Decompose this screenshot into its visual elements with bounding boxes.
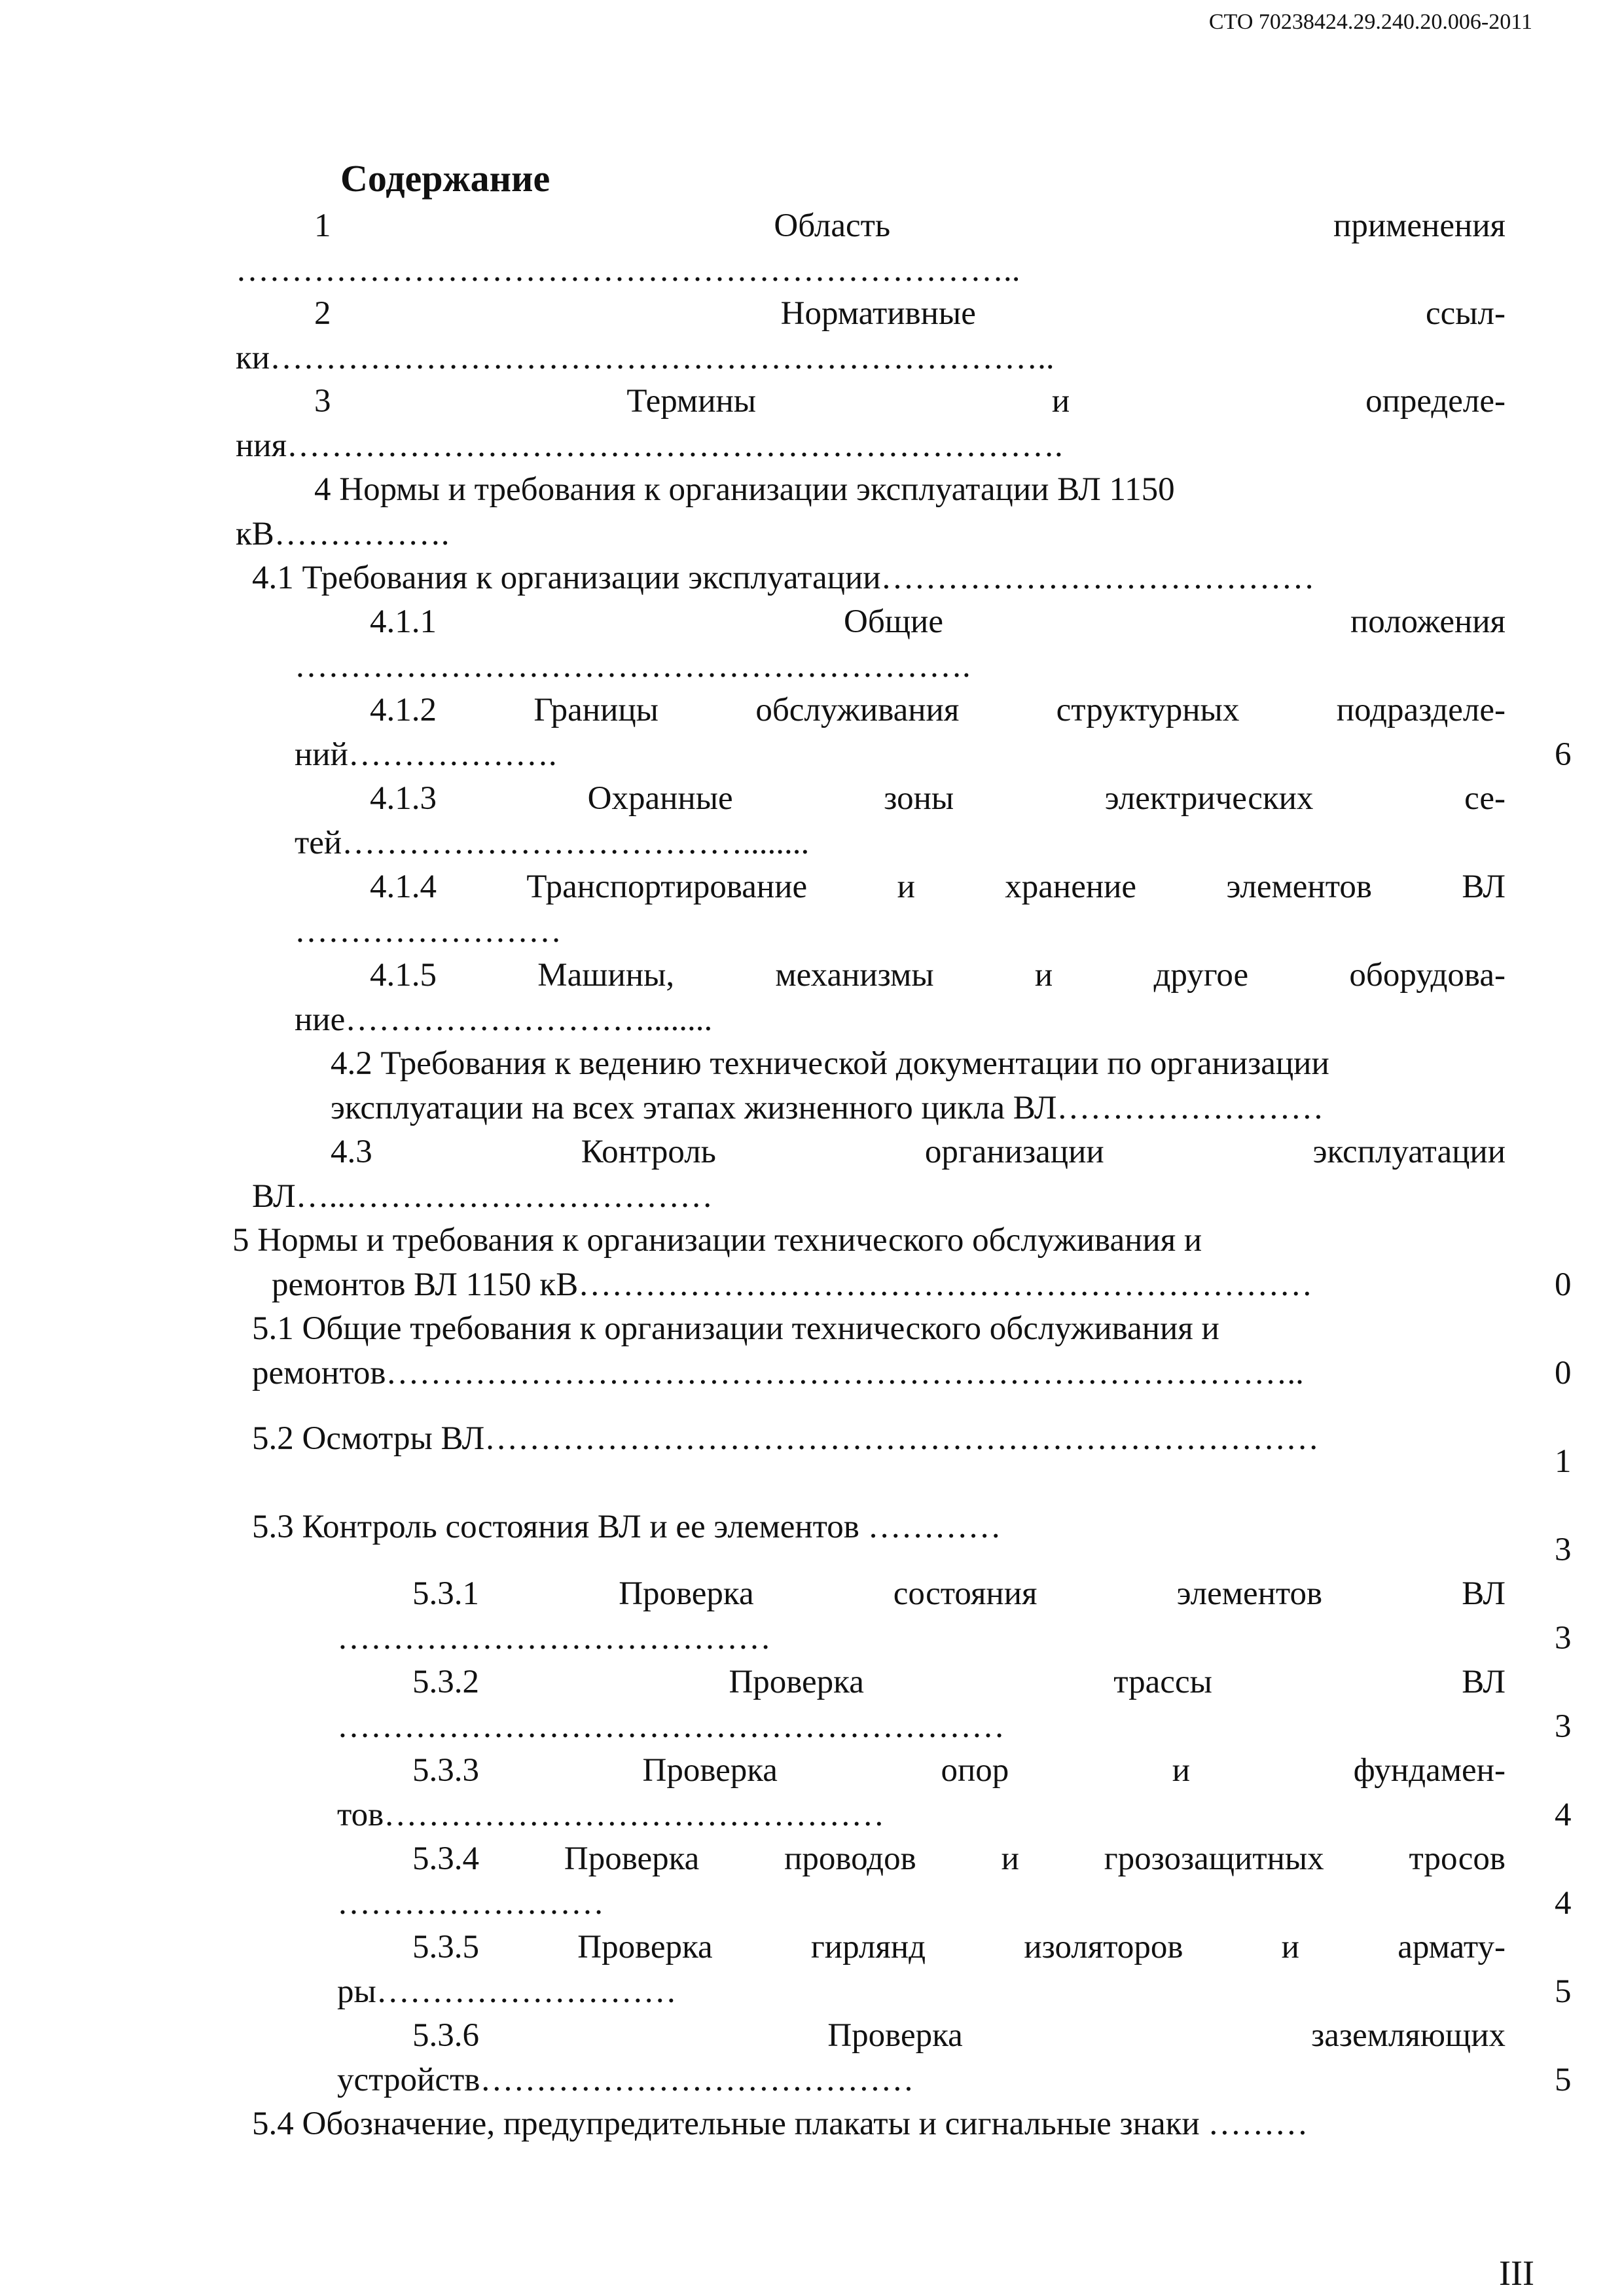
toc-number: 5.3.3 — [412, 1752, 479, 1789]
toc-dot-leader: ……………………………………………………. — [295, 648, 971, 685]
page-number-roman: III — [1499, 2253, 1534, 2293]
toc-item-4-2[interactable]: 4.2 Требования к ведению технической документации по организации — [331, 1045, 1329, 1082]
toc-continuation: тей………………………………........ — [295, 825, 810, 861]
toc-item-4-1[interactable]: 4.1 Требования к организации эксплуатации………………………………… — [252, 560, 1315, 596]
toc-word: Проверка — [642, 1752, 778, 1789]
toc-word: се- — [1464, 780, 1506, 817]
toc-dot-leader: …………………… — [295, 913, 562, 950]
toc-word: Нормативные — [780, 295, 976, 332]
toc-number: 4.1.1 — [370, 603, 437, 640]
toc-dot-leader: …………………………………………………… — [337, 1708, 1005, 1745]
toc-word: Границы — [533, 692, 659, 728]
toc-item-1[interactable] — [314, 204, 1506, 247]
toc-word: ВЛ — [1462, 869, 1506, 905]
toc-word: тросов — [1409, 1840, 1506, 1877]
toc-page-number: 3 — [1555, 1532, 1572, 1568]
toc-page-number: 5 — [1555, 2062, 1572, 2098]
toc-word: структурных — [1056, 692, 1240, 728]
toc-item-5-1[interactable]: 5.1 Общие требования к организации технического обслуживания и — [252, 1310, 1219, 1347]
toc-item-5-3-1[interactable] — [412, 1572, 1506, 1615]
toc-word: другое — [1153, 957, 1249, 994]
toc-continuation: ры……………………… — [337, 1973, 677, 2010]
toc-word: оборудова- — [1349, 957, 1506, 994]
toc-dot-leader: ………………………………… — [337, 1620, 771, 1657]
toc-item-5-4[interactable]: 5.4 Обозначение, предупредительные плакаты и сигнальные знаки ……… — [252, 2106, 1308, 2142]
toc-word: Общие — [843, 603, 943, 640]
toc-number: 4.3 — [331, 1134, 372, 1170]
toc-word: механизмы — [775, 957, 934, 994]
toc-page-number: 3 — [1555, 1620, 1572, 1657]
toc-item-5-3-5[interactable] — [412, 1926, 1506, 1969]
toc-number: 5.3.6 — [412, 2017, 479, 2054]
toc-word: Проверка — [827, 2017, 963, 2054]
toc-word: Транспортирование — [526, 869, 808, 905]
toc-item-4-3[interactable] — [331, 1130, 1506, 1174]
toc-item-4-1-2[interactable] — [370, 689, 1506, 732]
toc-word: армату- — [1398, 1929, 1506, 1965]
toc-continuation: кВ……………. — [236, 516, 450, 552]
toc-word: и — [1051, 383, 1070, 420]
toc-word: и — [1281, 1929, 1299, 1965]
toc-word: и — [1172, 1752, 1191, 1789]
toc-continuation: тов……………………………………… — [337, 1797, 885, 1833]
toc-word: применения — [1333, 207, 1506, 244]
toc-item-5-2[interactable]: 5.2 Осмотры ВЛ………………………………………………………………… — [252, 1420, 1320, 1457]
toc-word: заземляющих — [1311, 2017, 1506, 2054]
toc-number: 4.1.4 — [370, 869, 437, 905]
toc-word: Контроль — [581, 1134, 716, 1170]
toc-page-number: 1 — [1555, 1443, 1572, 1480]
toc-word: ВЛ — [1462, 1575, 1506, 1612]
toc-item-5-3-2[interactable] — [412, 1660, 1506, 1704]
toc-number: 4.1.5 — [370, 957, 437, 994]
toc-dot-leader: …………………… — [337, 1885, 604, 1922]
toc-page-number: 0 — [1555, 1355, 1572, 1391]
toc-word: электрических — [1104, 780, 1314, 817]
toc-word: и — [1034, 957, 1053, 994]
toc-number: 5.3.2 — [412, 1664, 479, 1700]
toc-item-5-3-4[interactable] — [412, 1837, 1506, 1880]
toc-item-5-3[interactable]: 5.3 Контроль состояния ВЛ и ее элементов ………… — [252, 1509, 1001, 1545]
toc-item-4-1-3[interactable] — [370, 777, 1506, 820]
toc-word: и — [897, 869, 915, 905]
toc-word: определе- — [1365, 383, 1506, 420]
toc-word: зоны — [884, 780, 954, 817]
toc-number: 5.3.5 — [412, 1929, 479, 1965]
toc-word: Проверка — [564, 1840, 700, 1877]
toc-word: организации — [924, 1134, 1104, 1170]
toc-word: Машины, — [537, 957, 675, 994]
toc-word: обслуживания — [755, 692, 960, 728]
toc-number: 5.3.4 — [412, 1840, 479, 1877]
toc-number: 1 — [314, 207, 331, 244]
toc-word: положения — [1350, 603, 1506, 640]
toc-word: фундамен- — [1353, 1752, 1506, 1789]
toc-word: элементов — [1226, 869, 1372, 905]
toc-word: Охранные — [587, 780, 733, 817]
toc-item-2[interactable] — [314, 292, 1506, 335]
toc-continuation: эксплуатации на всех этапах жизненного цикла ВЛ…………………… — [331, 1090, 1324, 1126]
toc-number: 4.1.2 — [370, 692, 437, 728]
document-code-header: СТО 70238424.29.240.20.006-2011 — [1208, 10, 1532, 34]
toc-continuation: ремонтов……………………………………………………………………….. — [252, 1355, 1304, 1391]
toc-word: гирлянд — [810, 1929, 926, 1965]
toc-number: 2 — [314, 295, 331, 332]
toc-continuation: ния……………………………………………………………. — [236, 427, 1063, 464]
toc-item-5-3-6[interactable] — [412, 2014, 1506, 2057]
toc-word: изоляторов — [1024, 1929, 1183, 1965]
toc-dot-leader: …………………………………………………………….. — [236, 252, 1020, 289]
toc-item-4[interactable]: 4 Нормы и требования к организации эксплуатации ВЛ 1150 — [314, 471, 1175, 508]
toc-page-number: 4 — [1555, 1885, 1572, 1922]
toc-word: ВЛ — [1462, 1664, 1506, 1700]
toc-word: подразделе- — [1336, 692, 1506, 728]
toc-page-number: 4 — [1555, 1797, 1572, 1833]
contents-title: Содержание — [340, 157, 550, 200]
toc-word: проводов — [784, 1840, 916, 1877]
toc-number: 3 — [314, 383, 331, 420]
toc-page-number: 3 — [1555, 1708, 1572, 1745]
toc-word: ссыл- — [1426, 295, 1506, 332]
toc-word: и — [1001, 1840, 1019, 1877]
toc-word: Термины — [626, 383, 757, 420]
toc-page-number: 5 — [1555, 1973, 1572, 2010]
toc-word: опор — [941, 1752, 1009, 1789]
toc-item-5[interactable]: 5 Нормы и требования к организации технического обслуживания и — [232, 1222, 1202, 1259]
toc-word: Проверка — [577, 1929, 713, 1965]
toc-word: элементов — [1176, 1575, 1323, 1612]
toc-word: эксплуатации — [1312, 1134, 1506, 1170]
toc-number: 4.1.3 — [370, 780, 437, 817]
toc-word: состояния — [893, 1575, 1038, 1612]
toc-page-number: 0 — [1555, 1266, 1572, 1303]
toc-item-5-3-3[interactable] — [412, 1749, 1506, 1792]
toc-item-4-1-5[interactable] — [370, 954, 1506, 997]
toc-word: Проверка — [729, 1664, 864, 1700]
toc-continuation: ки…………………………………………………………….. — [236, 340, 1055, 376]
toc-item-4-1-1[interactable] — [370, 600, 1506, 643]
toc-continuation: ний………………. — [295, 736, 557, 773]
toc-word: трассы — [1113, 1664, 1212, 1700]
toc-page-number: 6 — [1555, 736, 1572, 773]
toc-continuation: ВЛ…..…………………………… — [252, 1178, 713, 1215]
toc-word: грозозащитных — [1104, 1840, 1324, 1877]
toc-number: 5.3.1 — [412, 1575, 479, 1612]
toc-item-3[interactable] — [314, 380, 1506, 423]
toc-continuation: ние………………………........ — [295, 1001, 713, 1038]
toc-item-4-1-4[interactable] — [370, 865, 1506, 908]
toc-word: хранение — [1005, 869, 1137, 905]
toc-continuation: ремонтов ВЛ 1150 кВ………………………………………………………… — [272, 1266, 1313, 1303]
toc-word: Область — [774, 207, 891, 244]
toc-continuation: устройств………………………………… — [337, 2062, 914, 2098]
toc-word: Проверка — [619, 1575, 754, 1612]
